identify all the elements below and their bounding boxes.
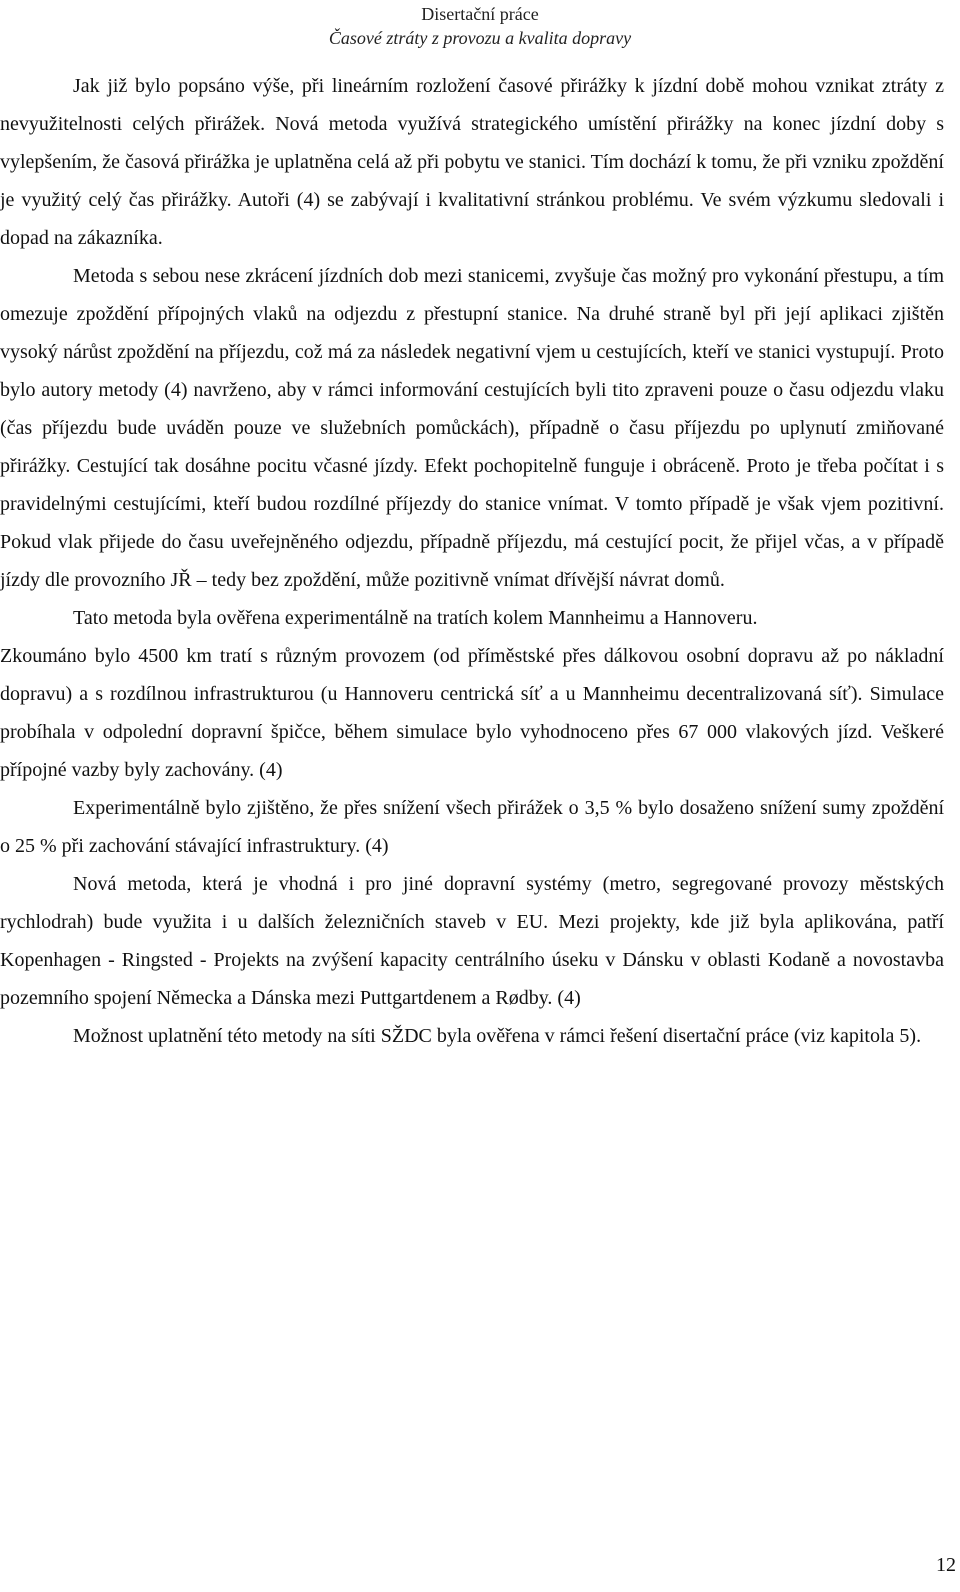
paragraph: Možnost uplatnění této metody na síti SŽDC byla ověřena v rámci řešení disertační práce (viz kapitola 5). (73, 1025, 922, 1047)
paragraph: Experimentálně bylo zjištěno, že přes snížení všech přirážek o 3,5 % bylo dosaženo snížení sumy zpoždění o 25 % při zachování stávající infrastruktury. (4) (0, 797, 944, 857)
document-subtitle: Časové ztráty z provozu a kvalita dopravy (328, 28, 632, 48)
paragraph: Tato metoda byla ověřena experimentálně na tratích kolem Mannheimu a Hannoveru. (73, 607, 758, 629)
body-text (0, 67, 944, 1055)
paragraph: Metoda s sebou nese zkrácení jízdních dob mezi stanicemi, zvyšuje čas možný pro vykonání přestupu, a tím omezuje zpoždění přípojných vlaků na odjezdu z přestupní stanice. Na druhé straně byl při její aplikaci zjištěn vysoký nárůst zpoždění na příjezdu, což má za následek negativní vjem u cestujících, kteří ve stanici vystupují. Proto bylo autory metody (4) navrženo, aby v rámci informování cestujících byli tito zpraveni pouze o času odjezdu vlaku (čas příjezdu bude uváděn pouze ve služebních pomůckách), případně o času příjezdu po uplynutí zmiňované přirážky. Cestující tak dosáhne pocitu včasné jízdy. Efekt pochopitelně funguje i obráceně. Proto je třeba počítat i s pravidelnými cestujícími, kteří budou rozdílné příjezdy do stanice vnímat. V tomto případě je však vjem pozitivní. Pokud vlak přijede do času uveřejněného odjezdu, případně příjezdu, má cestující pocit, že přijel včas, a v případě jízdy dle provozního JŘ – tedy bez zpoždění, může pozitivně vnímat dřívější návrat domů. (0, 265, 944, 591)
running-header (0, 2, 960, 50)
paragraph: Nová metoda, která je vhodná i pro jiné dopravní systémy (metro, segregované provozy městských rychlodrah) bude využita i u dalších železničních staveb v EU. Mezi projekty, kde již byla aplikována, patří Kopenhagen - Ringsted - Projekts na zvýšení kapacity centrálního úseku v Dánsku v oblasti Kodaně a novostavba pozemního spojení Německa a Dánska mezi Puttgartdenem a Rødby. (4) (0, 873, 944, 1009)
paragraph: Jak již bylo popsáno výše, při lineárním rozložení časové přirážky k jízdní době mohou vznikat ztráty z nevyužitelnosti celých přirážek. Nová metoda využívá strategického umístění přirážky na konec jízdní doby s vylepšením, že časová přirážka je uplatněna celá až při pobytu ve stanici. Tím dochází k tomu, že při vzniku zpoždění je využitý celý čas přirážky. Autoři (4) se zabývají i kvalitativní stránkou problému. Ve svém výzkumu sledovali i dopad na zákazníka. (0, 75, 944, 249)
page-number: 12 (936, 1554, 956, 1576)
paragraph: Zkoumáno bylo 4500 km tratí s různým provozem (od příměstské přes dálkovou osobní dopravu až po nákladní dopravu) a s rozdílnou infrastrukturou (u Hannoveru centrická síť a u Mannheimu decentralizovaná síť). Simulace probíhala v odpolední dopravní špičce, během simulace bylo vyhodnoceno přes 67 000 vlakových jízd. Veškeré přípojné vazby byly zachovány. (4) (0, 645, 944, 781)
document-title: Disertační práce (421, 4, 539, 24)
